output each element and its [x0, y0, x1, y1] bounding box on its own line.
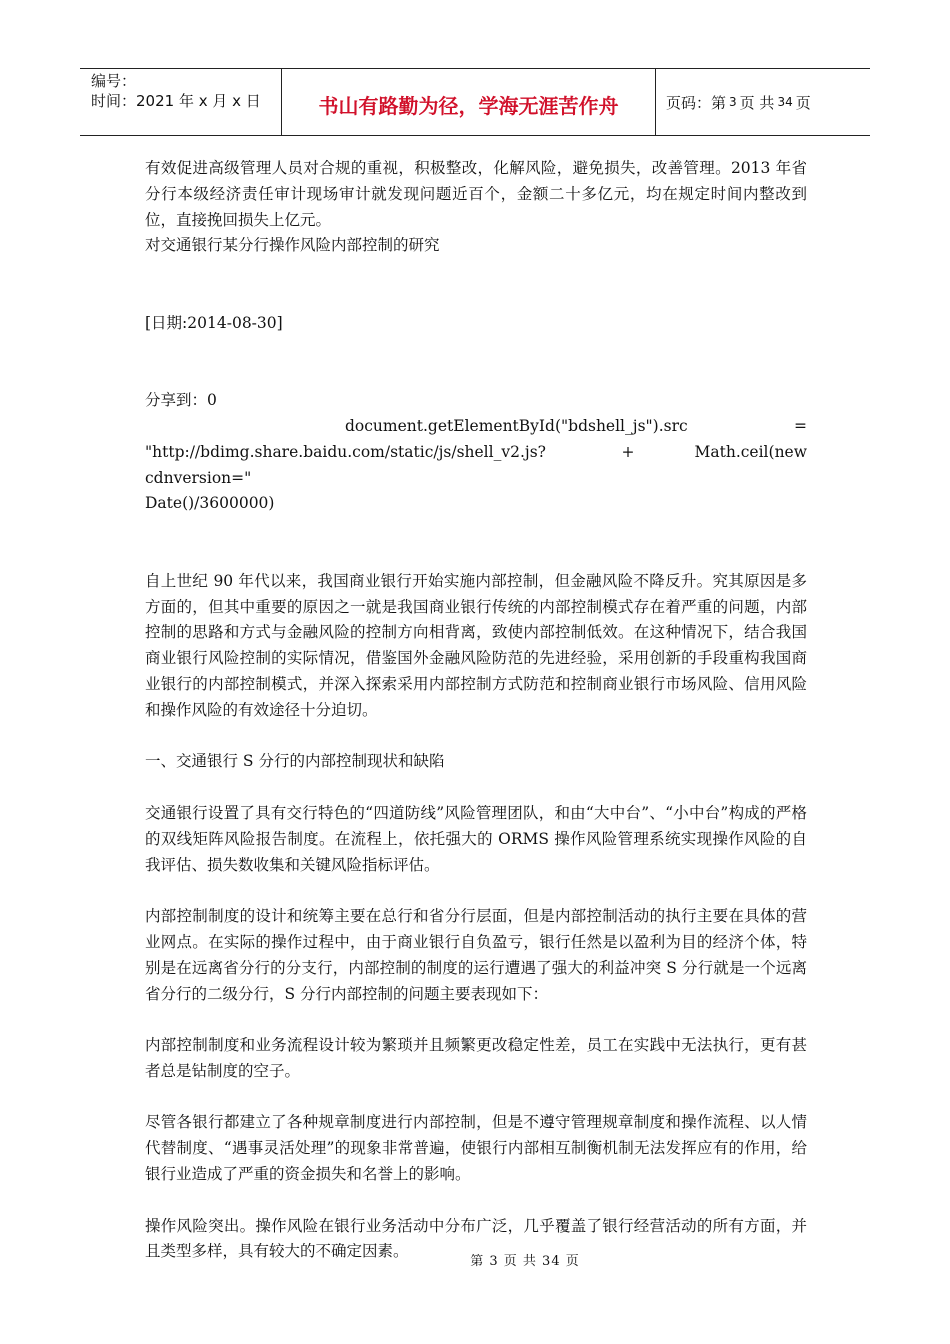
code-line-1-b: =: [794, 416, 807, 435]
page-header: [80, 68, 870, 136]
page-middle: 页 共: [739, 93, 775, 112]
header-page-info: [656, 69, 870, 135]
code-line-3: Date()/3600000): [145, 494, 275, 513]
page-suffix: 页: [795, 93, 811, 112]
header-motto: 书山有路勤为径，学海无涯苦作舟: [282, 69, 656, 135]
article-title: 对交通银行某分行操作风险内部控制的研究: [145, 236, 440, 255]
paragraph-1: 有效促进高级管理人员对合规的重视，积极整改，化解风险，避免损失，改善管理。2013 年省分行本级经济责任审计现场审计就发现问题近百个，金额二十多亿元，均在规定时间内整改到位，直接挽回损失上亿元。: [145, 159, 807, 229]
code-line-2-a: "http://bdimg.share.baidu.com/static/js/shell_v2.js?cdnversion=": [145, 442, 546, 487]
page-footer: 第 3 页 共 34 页: [470, 1254, 580, 1269]
document-body: [145, 156, 807, 1265]
article-date: [日期:2014-08-30]: [145, 313, 283, 332]
page-prefix: 页码：第: [666, 93, 727, 112]
header-info-cell: [80, 69, 282, 135]
document-time-label: 时间：2021 年 x 月 x 日: [91, 92, 261, 110]
code-line-1-a: document.getElementById("bdshell_js").src: [345, 416, 688, 435]
code-line-2: [145, 440, 807, 492]
document-number-label: 编号：: [91, 72, 137, 90]
paragraph-6: 尽管各银行都建立了各种规章制度进行内部控制，但是不遵守管理规章制度和操作流程、以人情代替制度、“遇事灵活处理”的现象非常普遍，使银行内部相互制衡机制无法发挥应有的作用，给银行业造成了严重的资金损失和名誉上的影响。: [145, 1113, 807, 1184]
page-current: 3: [729, 95, 737, 109]
paragraph-2: 自上世纪 90 年代以来，我国商业银行开始实施内部控制，但金融风险不降反升。究其原因是多方面的，但其中重要的原因之一就是我国商业银行传统的内部控制模式存在着严重的问题，内部控制的思路和方式与金融风险的控制方向相背离，致使内部控制低效。在这种情况下，结合我国商业银行风险控制的实际情况，借鉴国外金融风险防范的先进经验，采用创新的手段重构我国商业银行的内部控制模式，并深入探索采用内部控制方式防范和控制商业银行市场风险、信用风险和操作风险的有效途径十分迫切。: [145, 571, 807, 719]
code-line-1: [145, 414, 807, 440]
code-line-2-b: +: [621, 442, 635, 461]
paragraph-7: 操作风险突出。操作风险在银行业务活动中分布广泛，几乎覆盖了银行经营活动的所有方面，并且类型多样，具有较大的不确定因素。: [145, 1216, 807, 1261]
page-total: 34: [777, 95, 793, 109]
code-line-2-c: Math.ceil(new: [694, 442, 807, 461]
paragraph-4: 内部控制制度的设计和统筹主要在总行和省分行层面，但是内部控制活动的执行主要在具体的营业网点。在实际的操作过程中，由于商业银行自负盈亏，银行任然是以盈利为目的经济个体，特别是在远离省分行的分支行，内部控制的制度的运行遭遇了强大的利益冲突 S 分行就是一个远离省分行的二级分行，S 分行内部控制的问题主要表现如下：: [145, 907, 807, 1003]
paragraph-5: 内部控制制度和业务流程设计较为繁琐并且频繁更改稳定性差，员工在实践中无法执行，更有甚者总是钻制度的空子。: [145, 1036, 807, 1080]
section-heading-1: 一、交通银行 S 分行的内部控制现状和缺陷: [145, 752, 445, 771]
paragraph-3: 交通银行设置了具有交行特色的“四道防线”风险管理团队，和由“大中台”、“小中台”构成的严格的双线矩阵风险报告制度。在流程上，依托强大的 ORMS 操作风险管理系统实现操作风险的自我评估、损失数收集和关键风险指标评估。: [145, 803, 807, 874]
share-text: 分享到：0: [145, 391, 217, 410]
